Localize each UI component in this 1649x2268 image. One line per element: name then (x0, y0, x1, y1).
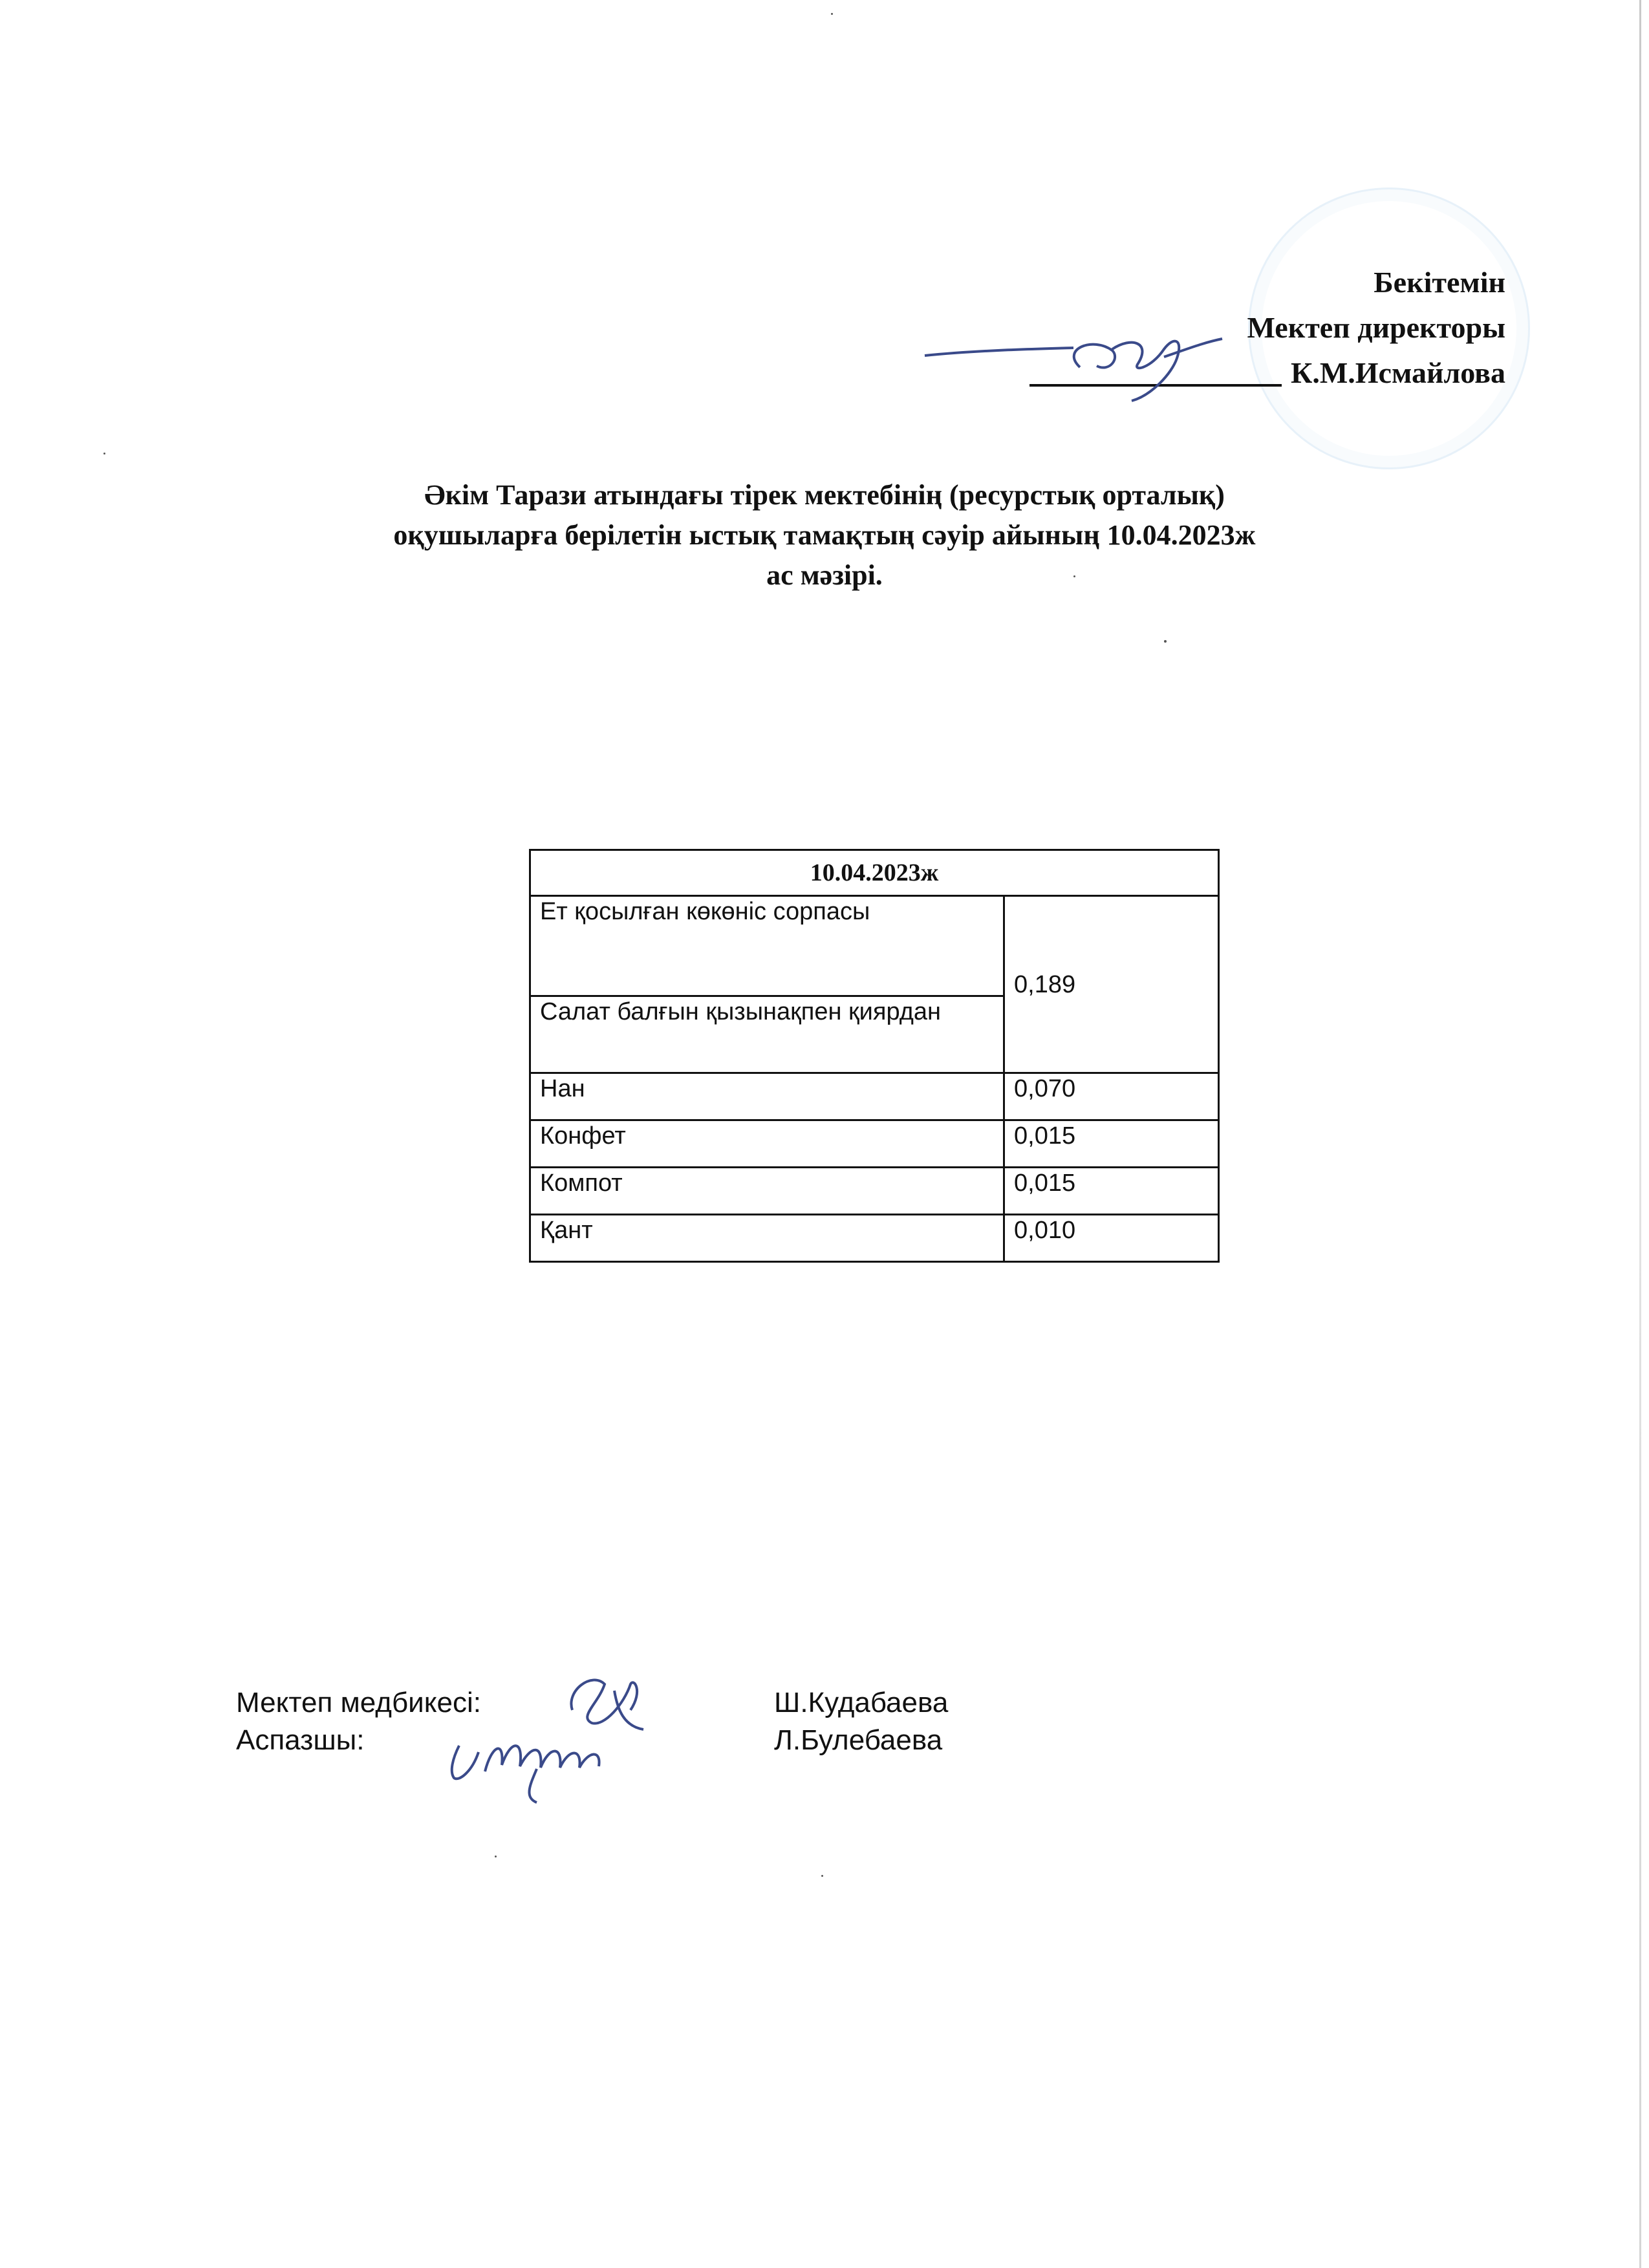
scan-speck (1073, 575, 1075, 577)
title-line-3: ас мәзірі. (766, 559, 883, 591)
table-row (530, 1215, 1219, 1262)
document-title (220, 475, 1429, 595)
menu-item-name: Нан (530, 1073, 1004, 1120)
menu-item-name: Салат балғын қызынақпен қиярдан (530, 996, 1004, 1073)
menu-item-amount: 0,189 (1004, 896, 1219, 1073)
scan-speck (103, 453, 105, 455)
title-line-1: Әкім Тарази атындағы тірек мектебінің (ресурстық орталық) (424, 479, 1225, 511)
nurse-name: Ш.Кудабаева (774, 1687, 949, 1718)
menu-item-name: Қант (530, 1215, 1004, 1262)
scan-speck (495, 1856, 497, 1857)
menu-item-amount: 0,070 (1004, 1073, 1219, 1120)
menu-item-amount: 0,015 (1004, 1168, 1219, 1215)
title-line-2: оқушыларға берілетін ыстық тамақтың сәуір айының 10.04.2023ж (393, 519, 1256, 551)
menu-table (529, 849, 1220, 1263)
director-signature (918, 310, 1255, 407)
table-row (530, 1073, 1219, 1120)
menu-item-amount: 0,010 (1004, 1215, 1219, 1262)
menu-item-name: Ет қосылған көкөніс сорпасы (530, 896, 1004, 996)
cook-role: Аспазшы: (236, 1724, 365, 1756)
cook-name: Л.Булебаева (774, 1724, 943, 1756)
director-name: К.М.Исмайлова (1291, 356, 1505, 389)
page-edge (1639, 0, 1641, 2268)
scan-speck (1164, 640, 1167, 643)
table-row (530, 896, 1219, 996)
menu-item-amount: 0,015 (1004, 1120, 1219, 1168)
menu-item-name: Компот (530, 1168, 1004, 1215)
approval-heading: Бекітемін (1374, 266, 1505, 299)
approval-position: Мектеп директоры (1247, 311, 1505, 344)
table-row (530, 1120, 1219, 1168)
table-row (530, 1168, 1219, 1215)
nurse-role: Мектеп медбикесі: (236, 1687, 481, 1718)
cook-signature (440, 1720, 647, 1810)
scan-speck (821, 1875, 823, 1877)
scan-speck (831, 13, 833, 15)
menu-item-name: Конфет (530, 1120, 1004, 1168)
table-header-date: 10.04.2023ж (530, 850, 1219, 896)
